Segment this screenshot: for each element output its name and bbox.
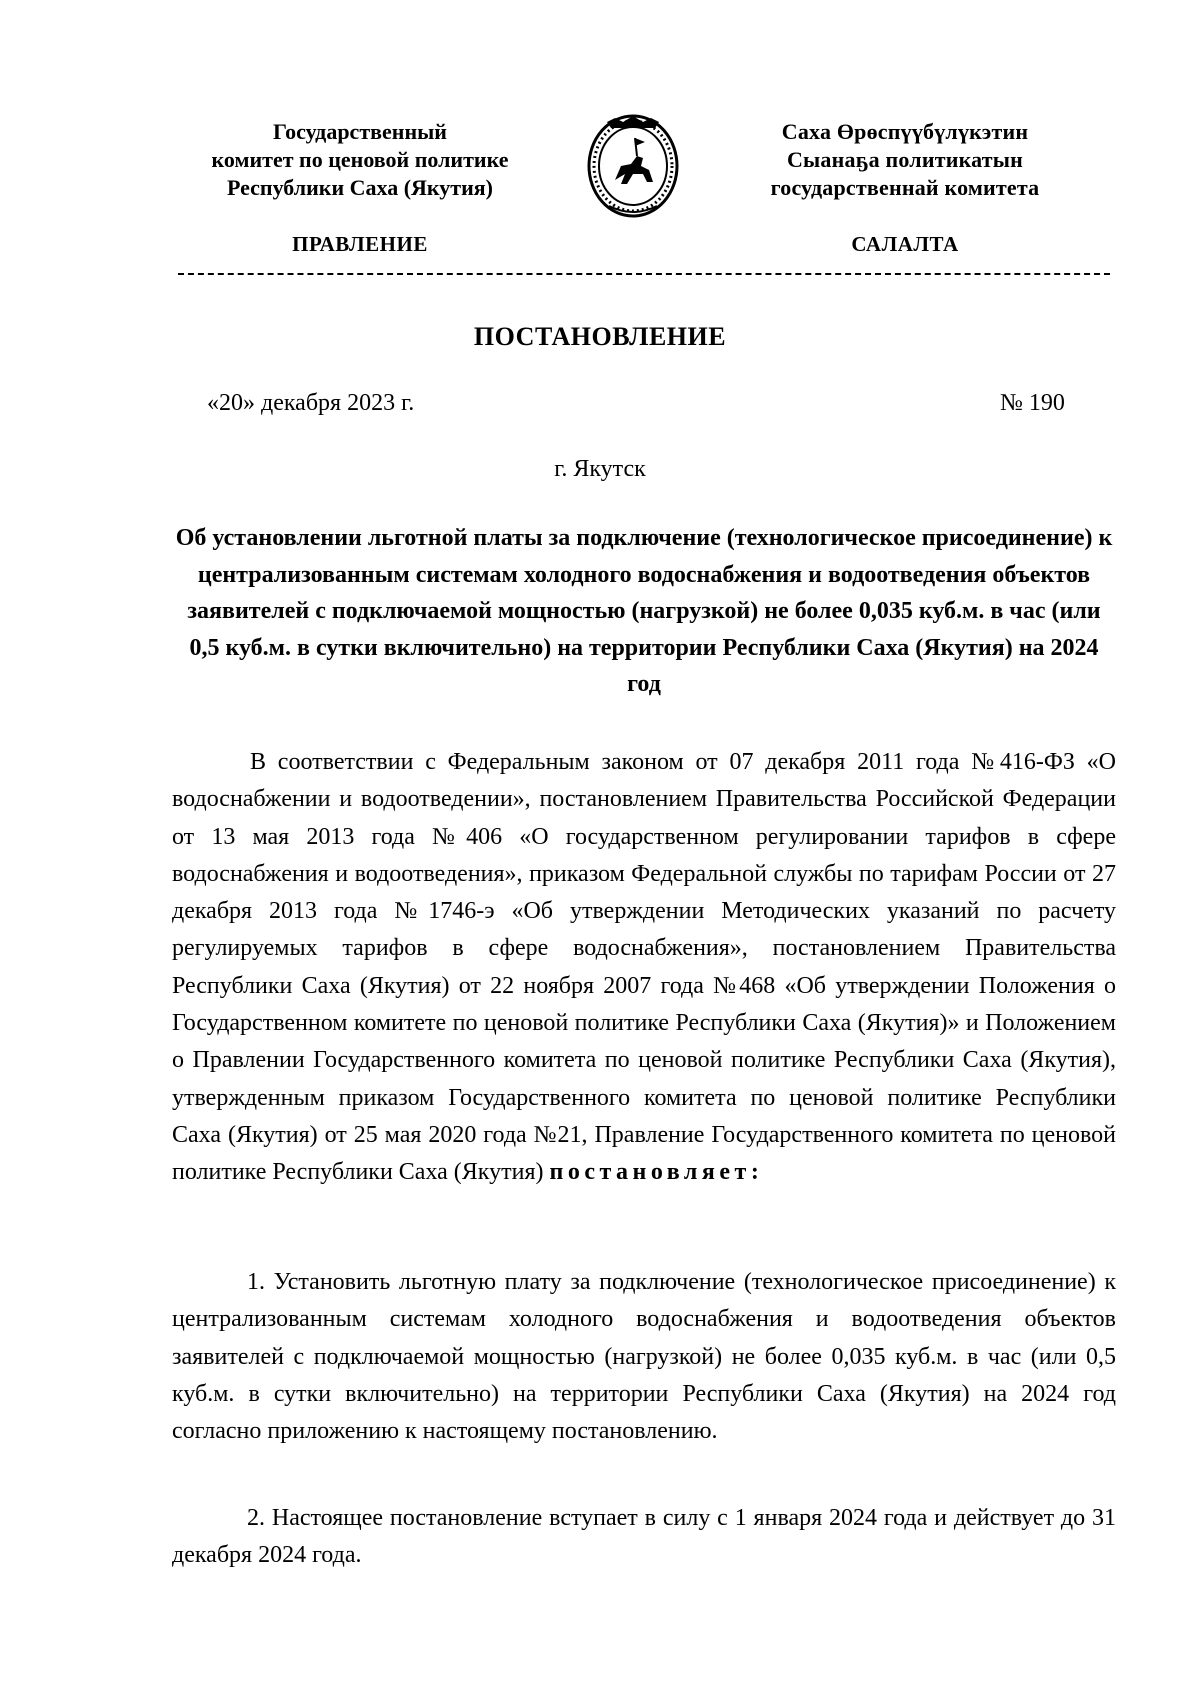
board-label-ru: ПРАВЛЕНИЕ <box>292 232 428 256</box>
committee-name-sakha-line-1: Саха Өрөспүүбүлүкэтин <box>781 119 1029 144</box>
document-number: № 190 <box>1000 390 1065 416</box>
preamble-text: В соответствии с Федеральным законом от 07 декабря 2011 года №416-ФЗ «О водоснабжении и водоотведении», постановлением Правительства Российской Федерации от 13 мая 2013 года №406 «О государственном регулировании тарифов в сфере водоснабжения и водоотведения», приказом Федеральной службы по тарифам России от 27 декабря 2013 года №1746-э «Об утверждении Методических указаний по расчету регулируемых тарифов в сфере водоснабжения», постановлением Правительства Республики Саха (Якутия) от 22 ноября 2007 года №468 «Об утверждении Положения о Государственном комитете по ценовой политике Республики Саха (Якутия)» и Положением о Правлении Государственного комитета по ценовой политике Республики Саха (Якутия), утвержденным приказом Государственного комитета по ценовой политике Республики Саха (Якутия) от 25 мая 2020 года №21, Правление Государственного комитета по ценовой политике Республики Саха (Якутия) <box>172 749 1116 1186</box>
item-2-paragraph: 2. Настоящее постановление вступает в силу с 1 января 2024 года и действует до 31 декабря 2024 года. <box>172 1505 1116 1569</box>
committee-name-sakha-line-3: государственнай комитета <box>770 175 1040 200</box>
board-label-sakha: САЛАЛТА <box>851 232 959 256</box>
document-city: г. Якутск <box>554 456 646 482</box>
committee-name-ru-line-3: Республики Саха (Якутия) <box>226 175 494 200</box>
committee-name-sakha <box>705 118 1105 202</box>
coat-of-arms-icon <box>585 110 681 226</box>
decree-word: постановляет: <box>549 1159 764 1186</box>
header-divider <box>178 273 1110 275</box>
item-1-paragraph: 1. Установить льготную плату за подключение (технологическое присоединение) к централизованным системам холодного водоснабжения и водоотведения объектов заявителей с подключаемой мощностью (нагрузкой) не более 0,035 куб.м. в час (или 0,5 куб.м. в сутки включительно) на территории Республики Саха (Якутия) на 2024 год согласно приложению к настоящему постановлению. <box>172 1269 1116 1445</box>
preamble-paragraph <box>172 744 1116 1192</box>
document-subject: Об установлении льготной платы за подключение (технологическое присоединение) к централизованным системам холодного водоснабжения и водоотведения объектов заявителей с подключаемой мощностью (нагрузкой) не более 0,035 куб.м. в час (или 0,5 куб.м. в сутки включительно) на территории Республики Саха (Якутия) на 2024 год <box>175 525 1113 697</box>
document-date: «20» декабря 2023 г. <box>207 390 415 416</box>
document-title: ПОСТАНОВЛЕНИЕ <box>473 322 727 351</box>
committee-name-ru-line-2: комитет по ценовой политике <box>211 147 509 172</box>
committee-name-sakha-line-2: Сыанаҕа политикатын <box>786 147 1024 172</box>
committee-name-ru-line-1: Государственный <box>273 119 447 144</box>
committee-name-ru <box>150 118 570 202</box>
